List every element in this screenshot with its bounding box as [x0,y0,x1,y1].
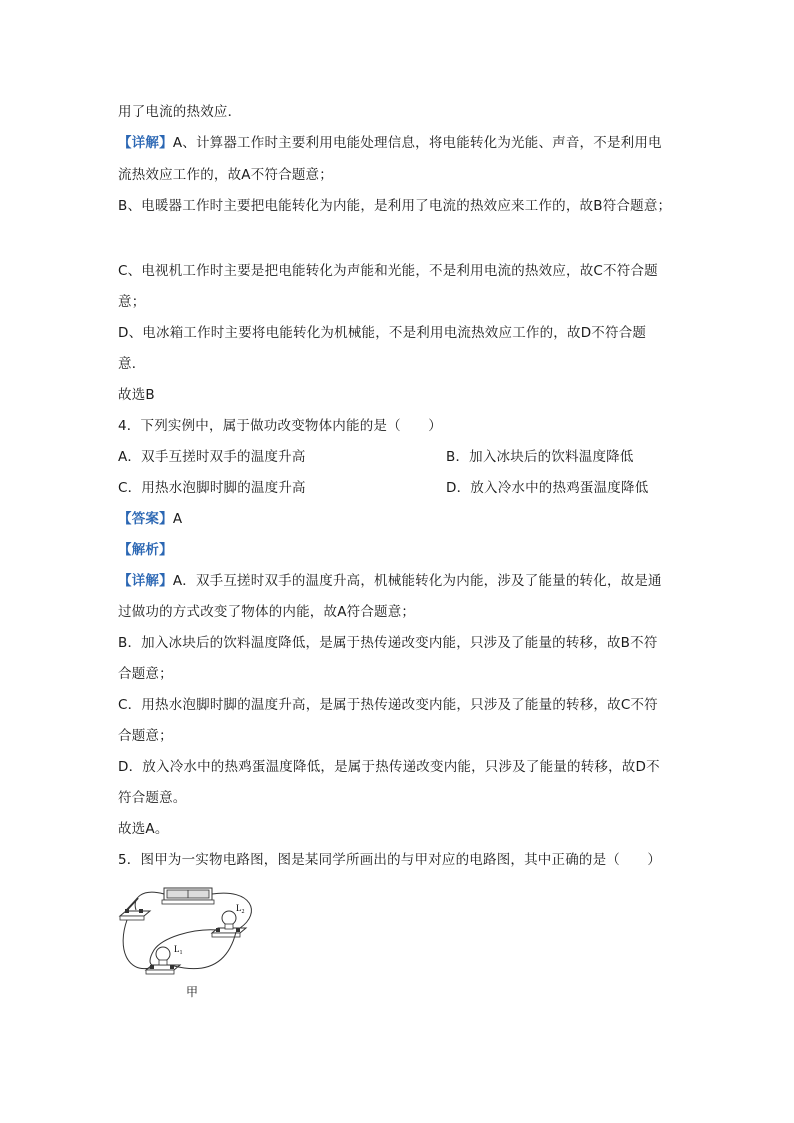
answer-tag: 【答案】 [118,511,173,527]
text-line [118,134,662,152]
text-line: B、电暖器工作时主要把电能转化为内能，是利用了电流的热效应来工作的，故B符合题意； [118,198,672,214]
circuit-figure [112,878,262,998]
text-line: 符合题意。 [118,790,187,806]
option-b: B．加入冰块后的饮料温度降低 [446,449,634,465]
question-5-stem: 5．图甲为一实物电路图，图是某同学所画出的与甲对应的电路图，其中正确的是（ ） [118,852,662,868]
text-line: D．放入冷水中的热鸡蛋温度降低，是属于热传递改变内能，只涉及了能量的转移，故D不 [118,759,660,775]
answer-line [118,510,182,528]
text-line: 用了电流的热效应． [118,104,242,120]
question-4-stem: 4．下列实例中，属于做功改变物体内能的是（ ） [118,418,442,434]
text-line [118,572,662,590]
text-line: D、电冰箱工作时主要将电能转化为机械能，不是利用电流热效应工作的，故D不符合题 [118,325,647,341]
text-line: 故选A。 [118,821,169,837]
analysis-line [118,541,173,559]
answer-value: A [172,511,183,527]
figure-caption: 甲 [186,985,199,999]
text-line: 过做功的方式改变了物体的内能，故A符合题意； [118,604,416,620]
text-line: C．用热水泡脚时脚的温度升高，是属于热传递改变内能，只涉及了能量的转移，故C不符 [118,697,658,713]
battery-icon [162,888,214,904]
text-line: 意． [118,356,146,372]
text-line: 流热效应工作的，故A不符合题意； [118,167,333,183]
label-l1: $L_1$ [174,944,183,956]
label-l2: $L_2$ [236,903,245,915]
text-line: 合题意； [118,728,173,744]
option-c: C．用热水泡脚时脚的温度升高 [118,480,306,496]
option-a: A．双手互搓时双手的温度升高 [118,449,306,465]
detail-tag: 【详解】 [118,135,173,151]
text-line: 故选B [118,387,155,403]
text-line: B．加入冰块后的饮料温度降低，是属于热传递改变内能，只涉及了能量的转移，故B不符 [118,635,658,651]
detail-text: A．双手互搓时双手的温度升高，机械能转化为内能，涉及了能量的转化，故是通 [172,573,662,589]
analysis-tag: 【解析】 [118,542,173,558]
text-line: 意； [118,294,146,310]
detail-text: A、计算器工作时主要利用电能处理信息，将电能转化为光能、声音，不是利用电 [172,135,662,151]
option-d: D．放入冷水中的热鸡蛋温度降低 [446,480,649,496]
detail-tag: 【详解】 [118,573,173,589]
text-line: 合题意； [118,666,173,682]
text-line: C、电视机工作时主要是把电能转化为声能和光能，不是利用电流的热效应，故C不符合题 [118,263,658,279]
